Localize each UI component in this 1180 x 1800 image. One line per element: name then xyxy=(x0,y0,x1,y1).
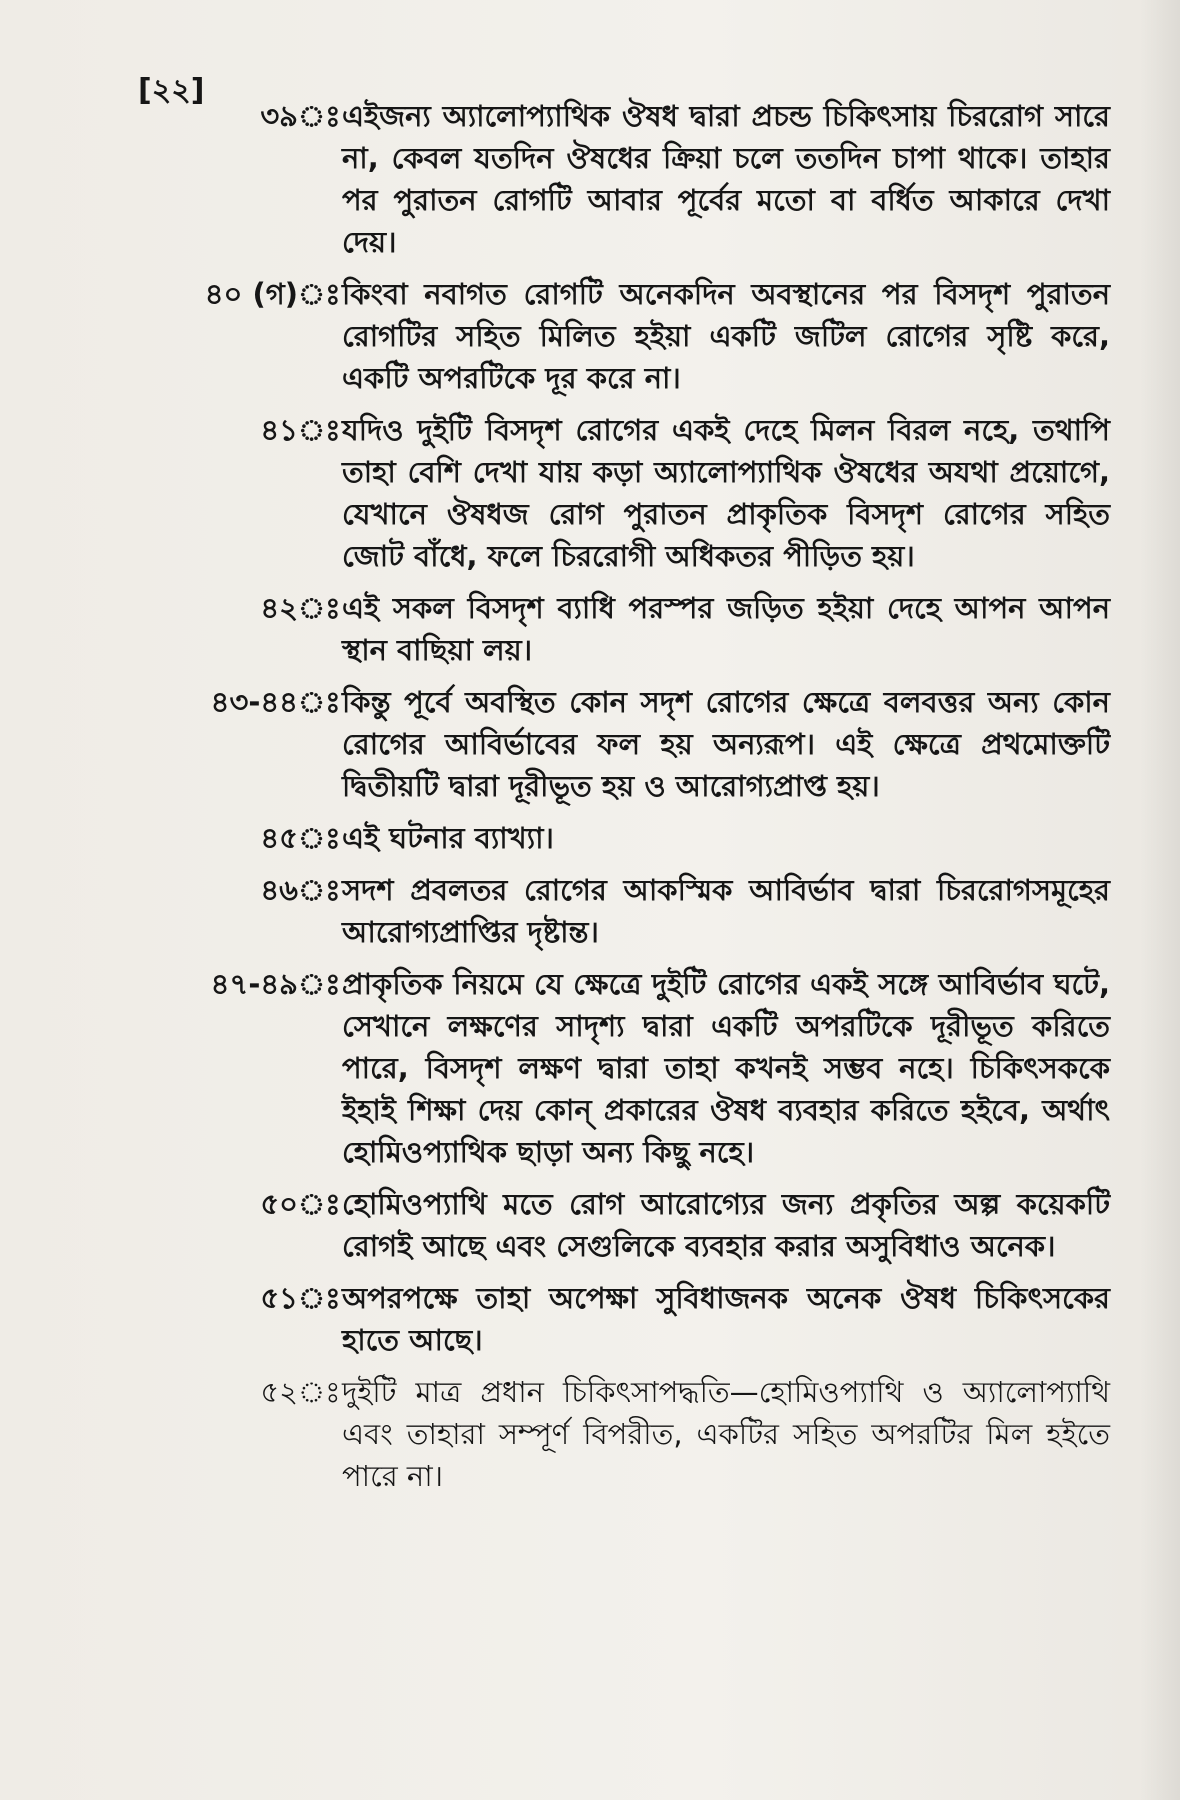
aphorism-entry xyxy=(150,95,1110,263)
aphorism-entry xyxy=(150,1183,1110,1267)
aphorism-entry xyxy=(150,963,1110,1173)
separator: ঃ xyxy=(298,685,341,719)
aphorism-number: ৫১ xyxy=(260,1281,298,1315)
aphorism-text: যদিও দুইটি বিসদৃশ রোগের একই দেহে মিলন বিরল নহে, তথাপি তাহা বেশি দেখা যায় কড়া অ্যালোপ্যাথিক ঔষধের অযথা প্রয়োগে, যেখানে ঔষধজ রোগ পুরাতন প্রাকৃতিক বিসদৃশ রোগের সহিত জোট বাঁধে, ফলে চিররোগী অধিকতর পীড়িত হয়। xyxy=(342,413,1110,573)
separator: ঃ xyxy=(298,1375,341,1409)
separator: ঃ xyxy=(298,1281,341,1315)
aphorism-number: ৪০ (গ) xyxy=(204,277,298,311)
separator: ঃ xyxy=(298,873,341,907)
page-number: [২২] xyxy=(138,73,205,108)
aphorism-text: অপরপক্ষে তাহা অপেক্ষা সুবিধাজনক অনেক ঔষধ চিকিৎসকের হাতে আছে। xyxy=(342,1281,1110,1357)
aphorism-entry xyxy=(150,273,1110,399)
separator: ঃ xyxy=(298,967,341,1001)
aphorism-text: কিংবা নবাগত রোগটি অনেকদিন অবস্থানের পর বিসদৃশ পুরাতন রোগটির সহিত মিলিত হইয়া একটি জটিল রোগের সৃষ্টি করে, একটি অপরটিকে দূর করে না। xyxy=(342,277,1110,395)
aphorism-text: এই সকল বিসদৃশ ব্যাধি পরস্পর জড়িত হইয়া দেহে আপন আপন স্থান বাছিয়া লয়। xyxy=(342,591,1110,667)
aphorism-text: প্রাকৃতিক নিয়মে যে ক্ষেত্রে দুইটি রোগের একই সঙ্গে আবির্ভাব ঘটে, সেখানে লক্ষণের সাদৃশ্য দ্বারা একটি অপরটিকে দূরীভূত করিতে পারে, বিসদৃশ লক্ষণ দ্বারা তাহা কখনই সম্ভব নহে। চিকিৎসককে ইহাই শিক্ষা দেয় কোন্ প্রকারের ঔষধ ব্যবহার করিতে হইবে, অর্থাৎ হোমিওপ্যাথিক ছাড়া অন্য কিছু নহে। xyxy=(342,967,1110,1169)
aphorism-number: ৫২ xyxy=(260,1375,298,1409)
aphorism-number: ৪১ xyxy=(260,413,298,447)
page-edge-shadow xyxy=(1140,0,1180,1800)
aphorism-number: ৪৩-৪৪ xyxy=(210,685,298,719)
separator: ঃ xyxy=(298,1187,341,1221)
aphorism-number: ৪৭-৪৯ xyxy=(210,967,298,1001)
aphorism-entry xyxy=(150,681,1110,807)
aphorism-entry xyxy=(150,587,1110,671)
aphorism-text: হোমিওপ্যাথি মতে রোগ আরোগ্যের জন্য প্রকৃতির অল্প কয়েকটি রোগই আছে এবং সেগুলিকে ব্যবহার করার অসুবিধাও অনেক। xyxy=(342,1187,1110,1263)
aphorism-entry xyxy=(150,1371,1110,1497)
separator: ঃ xyxy=(298,413,341,447)
aphorism-list xyxy=(150,95,1110,1507)
aphorism-entry xyxy=(150,409,1110,577)
aphorism-text: এইজন্য অ্যালোপ্যাথিক ঔষধ দ্বারা প্রচন্ড চিকিৎসায় চিররোগ সারে না, কেবল যতদিন ঔষধের ক্রিয়া চলে ততদিন চাপা থাকে। তাহার পর পুরাতন রোগটি আবার পূর্বের মতো বা বর্ধিত আকারে দেখা দেয়। xyxy=(342,99,1110,259)
aphorism-entry xyxy=(150,1277,1110,1361)
aphorism-number: ৫০ xyxy=(260,1187,298,1221)
aphorism-text: সদশ প্রবলতর রোগের আকস্মিক আবির্ভাব দ্বারা চিররোগসমূহের আরোগ্যপ্রাপ্তির দৃষ্টান্ত। xyxy=(342,873,1110,949)
separator: ঃ xyxy=(298,821,341,855)
separator: ঃ xyxy=(298,277,341,311)
aphorism-entry xyxy=(150,817,1110,859)
aphorism-entry xyxy=(150,869,1110,953)
separator: ঃ xyxy=(298,591,341,625)
aphorism-number: ৪৬ xyxy=(260,873,298,907)
separator: ঃ xyxy=(298,99,341,133)
aphorism-number: ৪৫ xyxy=(260,821,298,855)
aphorism-number: ৩৯ xyxy=(260,99,298,133)
aphorism-text: দুইটি মাত্র প্রধান চিকিৎসাপদ্ধতি—হোমিওপ্যাথি ও অ্যালোপ্যাথি এবং তাহারা সম্পূর্ণ বিপরীত, একটির সহিত অপরটির মিল হইতে পারে না। xyxy=(342,1375,1110,1493)
aphorism-text: কিন্তু পূর্বে অবস্থিত কোন সদৃশ রোগের ক্ষেত্রে বলবত্তর অন্য কোন রোগের আবির্ভাবের ফল হয় অন্যরূপ। এই ক্ষেত্রে প্রথমোক্তটি দ্বিতীয়টি দ্বারা দূরীভূত হয় ও আরোগ্যপ্রাপ্ত হয়। xyxy=(342,685,1110,803)
aphorism-text: এই ঘটনার ব্যাখ্যা। xyxy=(342,821,554,855)
aphorism-number: ৪২ xyxy=(260,591,298,625)
